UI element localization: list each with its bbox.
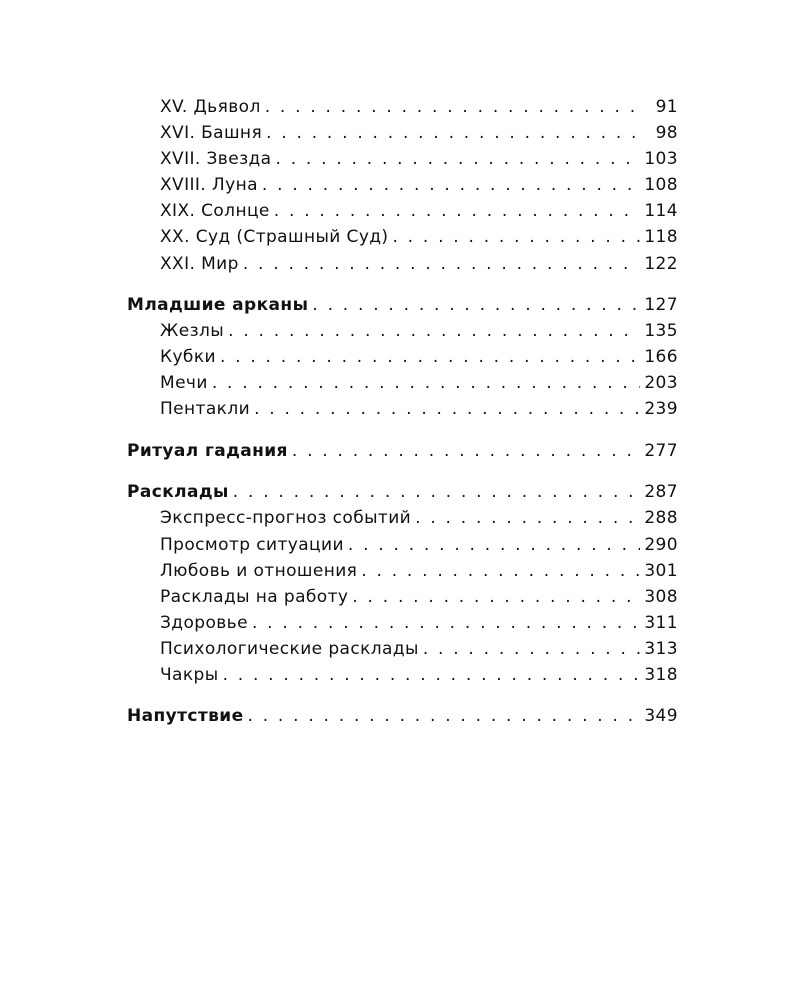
toc-dot-leader — [352, 586, 640, 608]
toc-entry — [160, 200, 678, 222]
toc-entry — [160, 638, 678, 660]
toc-entry — [160, 96, 678, 118]
toc-entry-title: Экспресс-прогноз событий — [160, 508, 412, 528]
toc-entry-title: Кубки — [160, 347, 216, 367]
toc-dot-leader — [348, 534, 640, 556]
toc-dot-leader — [223, 664, 641, 686]
toc-entry-title: Здоровье — [160, 613, 248, 633]
toc-section — [127, 481, 678, 503]
toc-entry-title: Жезлы — [160, 321, 225, 341]
toc-entry — [160, 586, 678, 608]
toc-entry — [160, 612, 678, 634]
toc-dot-leader — [292, 440, 640, 462]
toc-dot-leader — [248, 705, 641, 727]
toc-entry-page: 98 — [655, 123, 678, 143]
toc-entry-title: Просмотр ситуации — [160, 535, 344, 555]
toc-entry-page: 290 — [644, 535, 678, 555]
toc-dot-leader — [228, 320, 640, 342]
toc-dot-leader — [361, 560, 640, 582]
toc-entry-title: XIX. Солнце — [160, 201, 270, 221]
toc-section — [127, 294, 678, 316]
toc-entry-title: Психологические расклады — [160, 639, 419, 659]
toc-entry-title: Чакры — [160, 665, 219, 685]
toc-dot-leader — [262, 174, 640, 196]
toc-section-page: 277 — [644, 441, 678, 461]
toc-dot-leader — [274, 200, 641, 222]
toc-entry — [160, 226, 678, 248]
toc-entry-page: 122 — [644, 254, 678, 274]
toc-entry-title: XVIII. Луна — [160, 175, 258, 195]
toc-entry-page: 301 — [644, 561, 678, 581]
toc-section-title: Ритуал гадания — [127, 441, 288, 461]
toc-entry-page: 288 — [644, 508, 678, 528]
toc-dot-leader — [265, 96, 644, 118]
toc-entry — [160, 148, 678, 170]
toc-entry — [160, 507, 678, 529]
toc-dot-leader — [392, 226, 640, 248]
toc-entry-title: XVI. Башня — [160, 123, 263, 143]
toc-entry-page: 313 — [644, 639, 678, 659]
toc-dot-leader — [312, 294, 640, 316]
toc-dot-leader — [220, 346, 640, 368]
toc-dot-leader — [254, 398, 640, 420]
toc-entry-page: 91 — [655, 97, 678, 117]
toc-section — [127, 440, 678, 462]
toc-entry — [160, 253, 678, 275]
toc-entry-page: 311 — [644, 613, 678, 633]
toc-entry-page: 166 — [644, 347, 678, 367]
toc-entry-page: 108 — [644, 175, 678, 195]
toc-section-title: Младшие арканы — [127, 295, 309, 315]
toc-section-title: Расклады — [127, 482, 229, 502]
toc-dot-leader — [276, 148, 641, 170]
toc-section-title: Напутствие — [127, 706, 244, 726]
toc-dot-leader — [252, 612, 640, 634]
toc-section — [127, 705, 678, 727]
toc-dot-leader — [233, 481, 641, 503]
toc-entry-title: XX. Суд (Страшный Суд) — [160, 227, 389, 247]
toc-entry-title: Мечи — [160, 373, 208, 393]
toc-entry — [160, 320, 678, 342]
toc-entry-title: Пентакли — [160, 399, 251, 419]
toc-entry — [160, 664, 678, 686]
toc-entry — [160, 534, 678, 556]
toc-entry-page: 239 — [644, 399, 678, 419]
toc-entry — [160, 122, 678, 144]
toc-entry — [160, 346, 678, 368]
toc-entry-page: 318 — [644, 665, 678, 685]
toc-entry — [160, 372, 678, 394]
toc-dot-leader — [243, 253, 641, 275]
toc-entry — [160, 174, 678, 196]
toc-entry-page: 118 — [644, 227, 678, 247]
toc-entry-title: XVII. Звезда — [160, 149, 272, 169]
toc-entry-title: Расклады на работу — [160, 587, 349, 607]
toc-entry-page: 135 — [644, 321, 678, 341]
toc-entry-title: XV. Дьявол — [160, 97, 261, 117]
toc-entry-page: 203 — [644, 373, 678, 393]
toc-dot-leader — [415, 507, 640, 529]
toc-dot-leader — [212, 372, 641, 394]
toc-entry-title: XXI. Мир — [160, 254, 239, 274]
toc-section-page: 127 — [644, 295, 678, 315]
toc-entry — [160, 560, 678, 582]
toc-entry-page: 308 — [644, 587, 678, 607]
toc-entry — [160, 398, 678, 420]
toc-dot-leader — [423, 638, 641, 660]
toc-section-page: 349 — [644, 706, 678, 726]
toc-entry-page: 103 — [644, 149, 678, 169]
toc-entry-page: 114 — [644, 201, 678, 221]
toc-entry-title: Любовь и отношения — [160, 561, 358, 581]
toc-dot-leader — [266, 122, 644, 144]
toc-section-page: 287 — [644, 482, 678, 502]
